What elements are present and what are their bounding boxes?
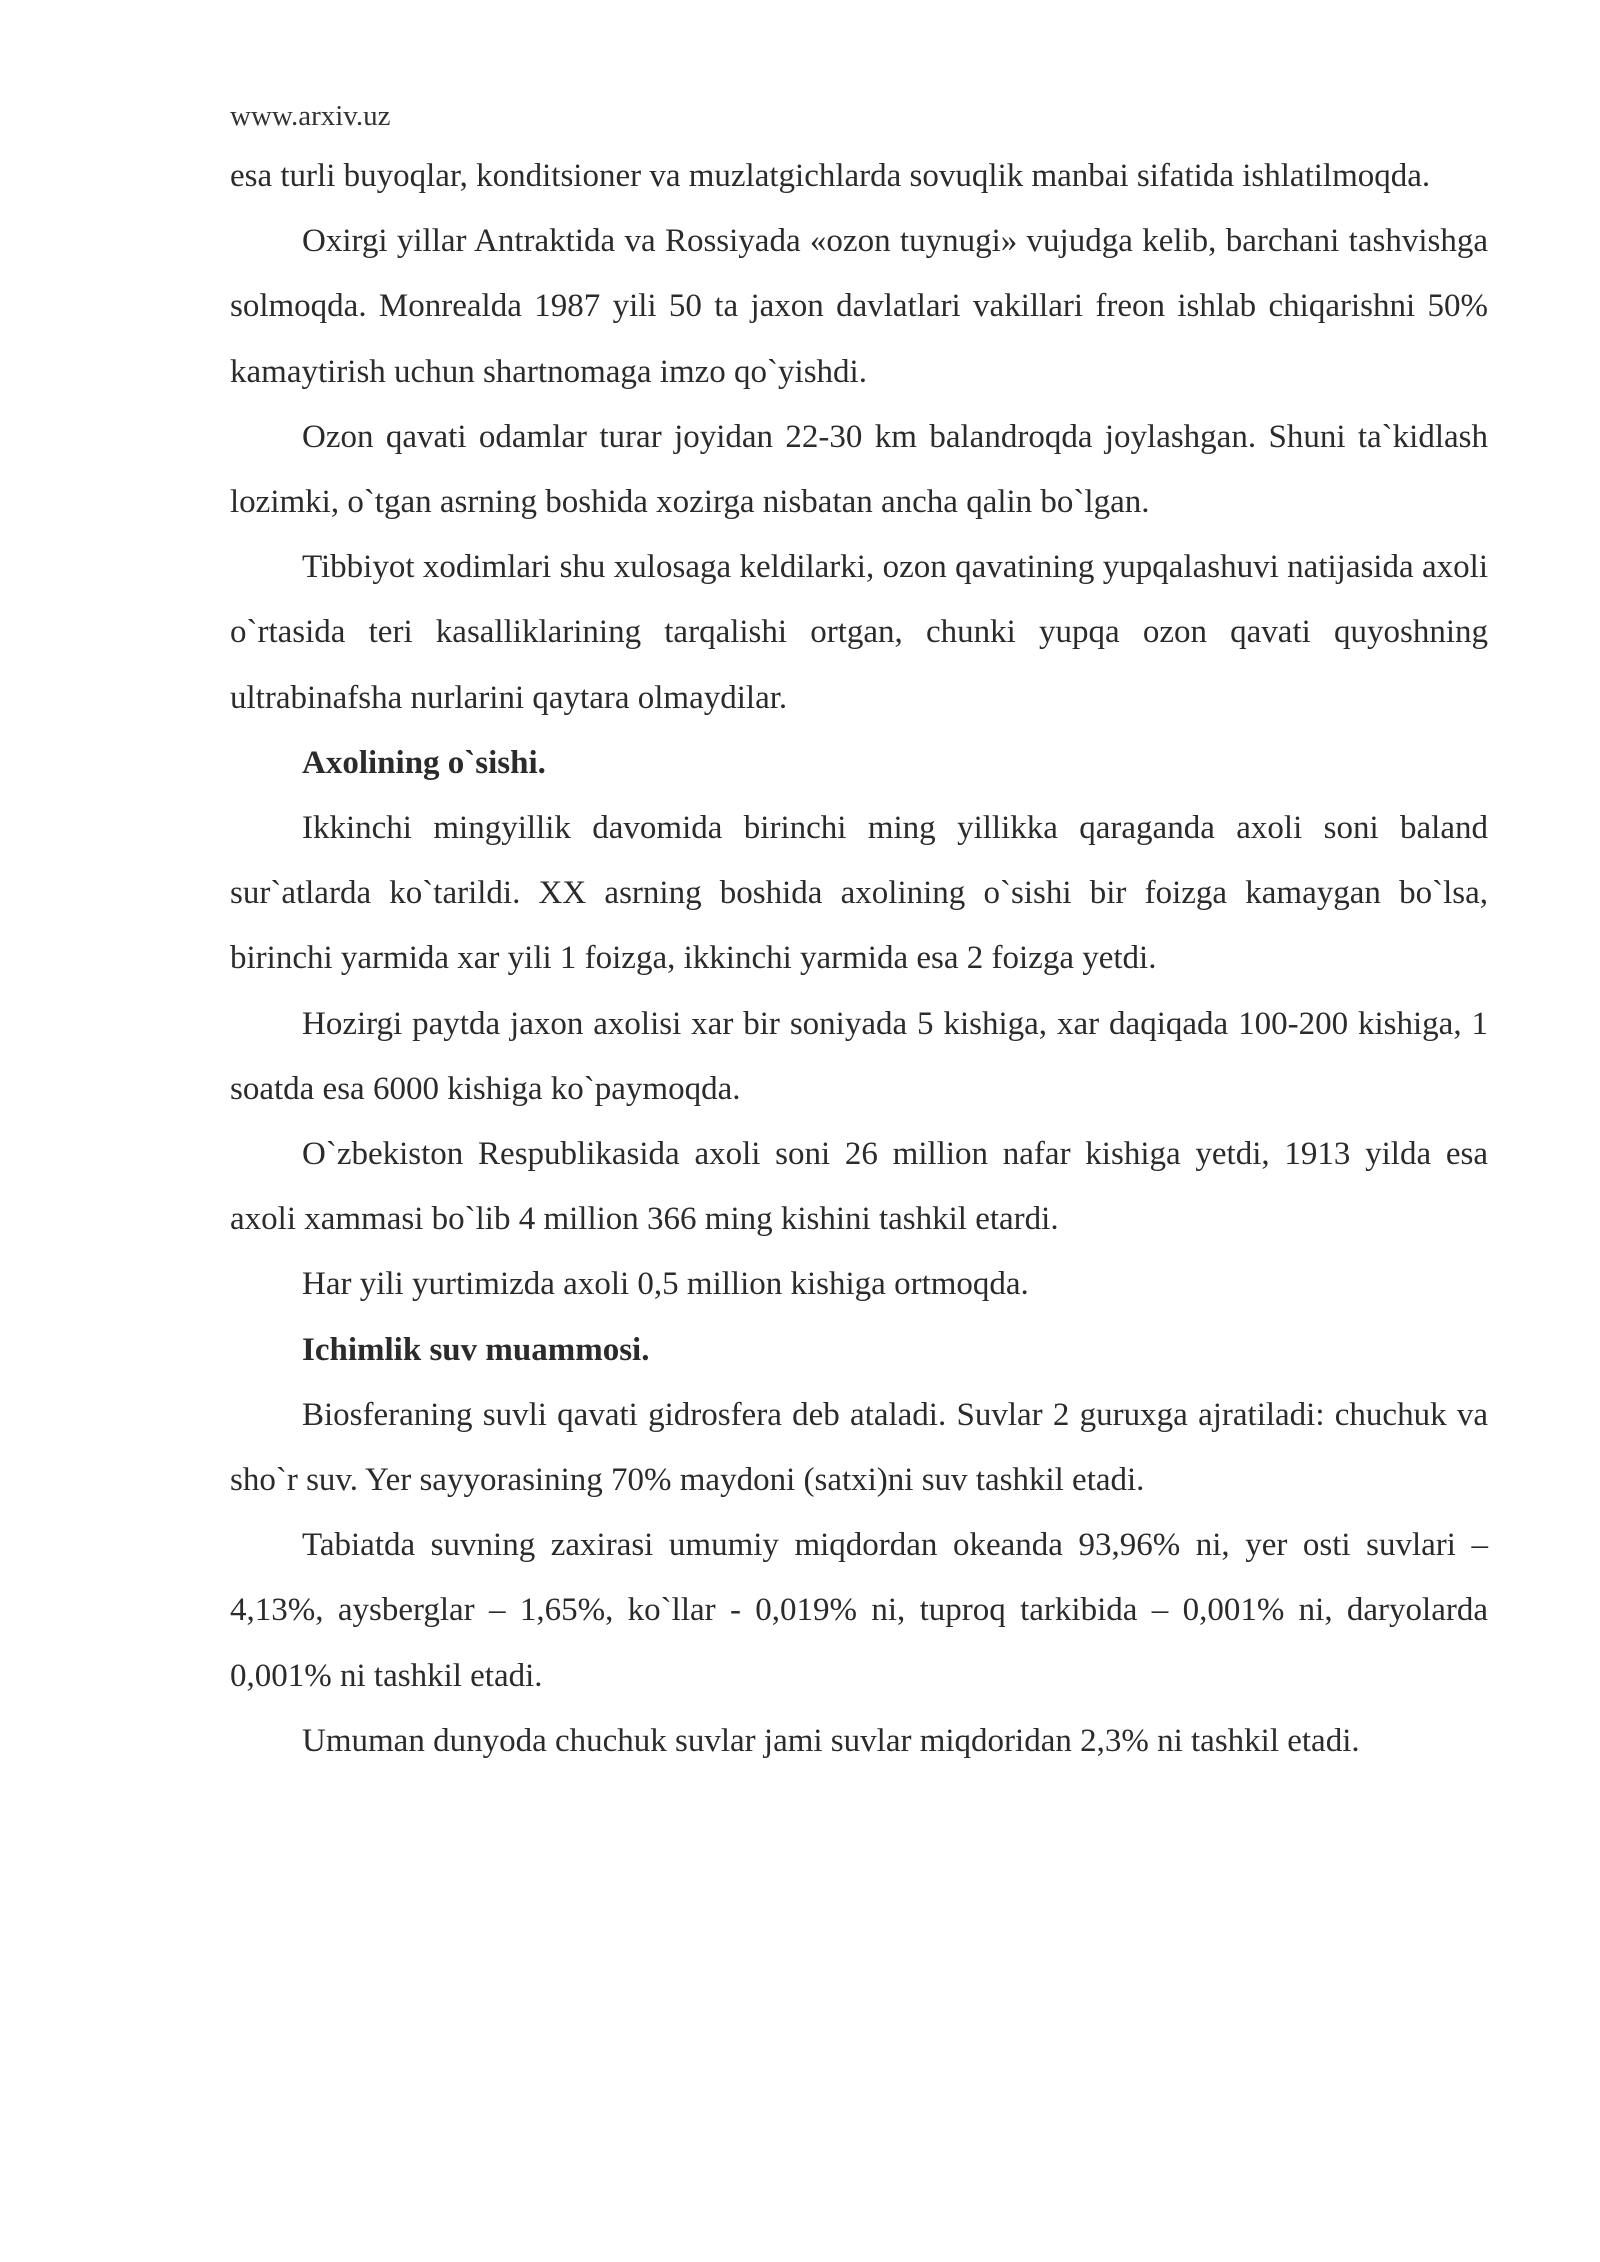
section-heading: Ichimlik suv muammosi. xyxy=(302,1331,650,1368)
paragraph: Har yili yurtimizda axoli 0,5 million kishiga ortmoqda. xyxy=(302,1266,1029,1303)
paragraph: Tibbiyot xodimlari shu xulosaga keldilarki, ozon qavatining yupqalashuvi natijasida axoli o`rtasida teri kasalliklarining tarqalishi ortgan, chunki yupqa ozon qavati quyoshning ultrabinafsha nurlarini qaytara olmaydilar. xyxy=(230,549,1488,716)
section-heading: Axolining o`sishi. xyxy=(302,744,546,781)
paragraph: O`zbekiston Respublikasida axoli soni 26 million nafar kishiga yetdi, 1913 yilda esa axoli xammasi bo`lib 4 million 366 ming kishini tashkil etardi. xyxy=(230,1136,1488,1238)
paragraph: Umuman dunyoda chuchuk suvlar jami suvlar miqdoridan 2,3% ni tashkil etadi. xyxy=(302,1722,1360,1759)
paragraph: Oxirgi yillar Antraktida va Rossiyada «ozon tuynugi» vujudga kelib, barchani tashvishga solmoqda. Monrealda 1987 yili 50 ta jaxon davlatlari vakillari freon ishlab chiqarishni 50% kamaytirish uchun shartnomaga imzo qo`yishdi. xyxy=(230,223,1488,390)
site-header: www.arxiv.uz xyxy=(230,100,391,132)
paragraph: Ozon qavati odamlar turar joyidan 22-30 km balandroqda joylashgan. Shuni ta`kidlash lozimki, o`tgan asrning boshida xozirga nisbatan ancha qalin bo`lgan. xyxy=(230,418,1488,521)
document-body xyxy=(230,144,1488,1774)
paragraph: esa turli buyoqlar, konditsioner va muzlatgichlarda sovuqlik manbai sifatida ishlatilmoqda. xyxy=(230,158,1431,194)
paragraph: Biosferaning suvli qavati gidrosfera deb ataladi. Suvlar 2 guruxga ajratiladi: chuchuk va sho`r suv. Yer sayyorasining 70% maydoni (satxi)ni suv tashkil etadi. xyxy=(230,1396,1488,1499)
paragraph: Hozirgi paytda jaxon axolisi xar bir soniyada 5 kishiga, xar daqiqada 100-200 kishiga, 1 soatda esa 6000 kishiga ko`paymoqda. xyxy=(230,1005,1488,1107)
paragraph: Tabiatda suvning zaxirasi umumiy miqdordan okeanda 93,96% ni, yer osti suvlari – 4,13%, aysberglar – 1,65%, ko`llar - 0,019% ni, tuproq tarkibida – 0,001% ni, daryolarda 0,001% ni tashkil etadi. xyxy=(230,1527,1488,1694)
paragraph: Ikkinchi mingyillik davomida birinchi ming yillikka qaraganda axoli soni baland sur`atlarda ko`tarildi. XX asrning boshida axolining o`sishi bir foizga kamaygan bo`lsa, birinchi yarmida xar yili 1 foizga, ikkinchi yarmida esa 2 foizga yetdi. xyxy=(230,810,1488,977)
